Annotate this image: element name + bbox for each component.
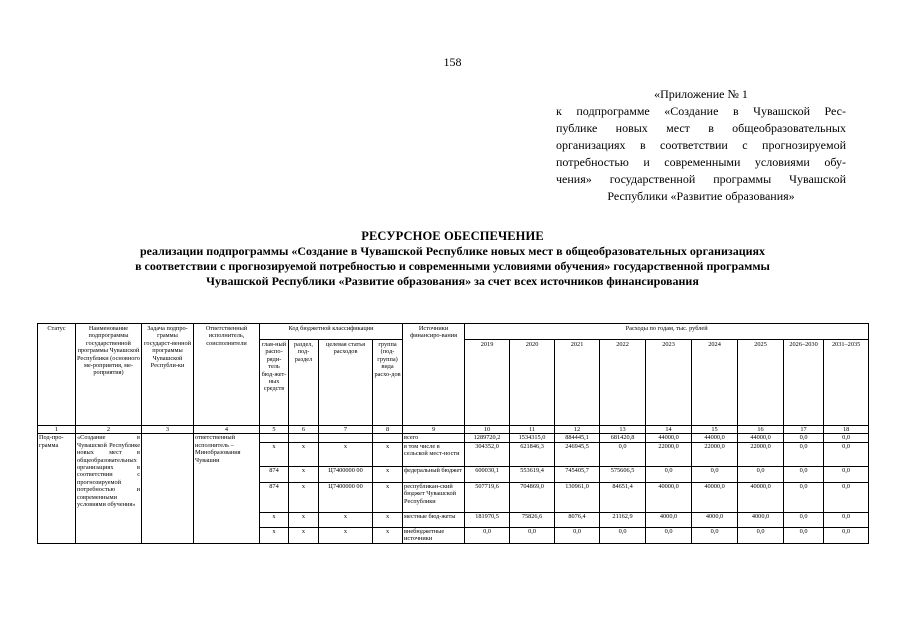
amount-cell: 4000,0 xyxy=(646,512,692,527)
column-number: 1 xyxy=(38,426,76,434)
amount-cell: 681420,8 xyxy=(600,434,646,442)
appendix-line: чения» государственной программы Чувашской xyxy=(556,172,846,186)
amount-cell: 22000,0 xyxy=(692,442,738,466)
header-status: Статус xyxy=(38,324,76,426)
amount-cell: 0,0 xyxy=(784,466,824,482)
header-executor: Ответственный исполнитель, соисполнители xyxy=(194,324,260,426)
amount-cell: 575606,5 xyxy=(600,466,646,482)
amount-cell: 621846,3 xyxy=(510,442,555,466)
column-number: 13 xyxy=(600,426,646,434)
header-budget-code: Код бюджетной классификации xyxy=(260,324,403,340)
amount-cell: 1534315,0 xyxy=(510,434,555,442)
amount-cell: 553619,4 xyxy=(510,466,555,482)
amount-cell: 0,0 xyxy=(738,527,784,543)
header-year: 2031–2035 xyxy=(824,340,869,426)
amount-cell: 84651,4 xyxy=(600,482,646,512)
source-cell: всего xyxy=(403,434,465,442)
amount-cell: 0,0 xyxy=(738,466,784,482)
amount-cell: 304352,0 xyxy=(465,442,510,466)
amount-cell: 21162,9 xyxy=(600,512,646,527)
resource-table xyxy=(37,323,869,544)
group-cell: x xyxy=(373,512,403,527)
grbs-cell: x xyxy=(260,442,289,466)
amount-cell: 181970,5 xyxy=(465,512,510,527)
column-number: 14 xyxy=(646,426,692,434)
column-number: 9 xyxy=(403,426,465,434)
header-expenses: Расходы по годам, тыс. рублей xyxy=(465,324,869,340)
amount-cell: 0,0 xyxy=(784,527,824,543)
target-cell: x xyxy=(319,527,373,543)
amount-cell: 0,0 xyxy=(646,466,692,482)
header-grbs: глав-ный распо-ряди-тель бюд-жет-ных средств xyxy=(260,340,289,426)
header-year: 2025 xyxy=(738,340,784,426)
amount-cell: 75826,6 xyxy=(510,512,555,527)
header-year: 2021 xyxy=(555,340,600,426)
target-cell: x xyxy=(319,512,373,527)
grbs-cell xyxy=(260,434,289,442)
target-cell xyxy=(319,434,373,442)
column-number: 8 xyxy=(373,426,403,434)
status-cell: Под-про-грамма xyxy=(38,434,76,543)
column-number: 5 xyxy=(260,426,289,434)
group-cell: x xyxy=(373,442,403,466)
target-cell: Ц7400000 00 xyxy=(319,466,373,482)
amount-cell: 44000,0 xyxy=(738,434,784,442)
column-number: 16 xyxy=(738,426,784,434)
amount-cell: 0,0 xyxy=(824,434,869,442)
document-title xyxy=(0,229,905,289)
header-year: 2022 xyxy=(600,340,646,426)
column-number: 3 xyxy=(142,426,194,434)
amount-cell: 884445,1 xyxy=(555,434,600,442)
appendix-line: организациях в соответствии с прогнозируемой xyxy=(556,138,846,152)
amount-cell: 0,0 xyxy=(510,527,555,543)
amount-cell: 8076,4 xyxy=(555,512,600,527)
amount-cell: 130961,0 xyxy=(555,482,600,512)
amount-cell: 44000,0 xyxy=(692,434,738,442)
column-numbers-row xyxy=(38,426,869,434)
column-number: 6 xyxy=(289,426,319,434)
amount-cell: 44000,0 xyxy=(646,434,692,442)
group-cell: x xyxy=(373,527,403,543)
task-cell xyxy=(142,434,194,543)
header-year: 2024 xyxy=(692,340,738,426)
title-line: РЕСУРСНОЕ ОБЕСПЕЧЕНИЕ xyxy=(361,229,544,243)
source-cell: в том числе в сельской мест-ности xyxy=(403,442,465,466)
table-body xyxy=(38,434,869,543)
amount-cell: 0,0 xyxy=(784,482,824,512)
amount-cell: 0,0 xyxy=(646,527,692,543)
amount-cell: 507719,6 xyxy=(465,482,510,512)
header-group: группа (под-группа) вида расхо-дов xyxy=(373,340,403,426)
section-cell: x xyxy=(289,442,319,466)
target-cell: x xyxy=(319,442,373,466)
group-cell: x xyxy=(373,482,403,512)
source-cell: местные бюд-жеты xyxy=(403,512,465,527)
program-name-cell: «Создание в Чувашской Республике новых мест в общеобразовательных организациях в соответствии с прогнозируемой потребностью и современными условиями обучения» xyxy=(76,434,142,543)
amount-cell: 0,0 xyxy=(600,527,646,543)
amount-cell: 0,0 xyxy=(824,527,869,543)
appendix-line: «Приложение № 1 xyxy=(654,87,748,101)
column-number: 18 xyxy=(824,426,869,434)
grbs-cell: 874 xyxy=(260,466,289,482)
amount-cell: 0,0 xyxy=(784,442,824,466)
title-line: реализации подпрограммы «Создание в Чувашской Республике новых мест в общеобразовательных организациях xyxy=(139,244,766,258)
page-number: 158 xyxy=(443,55,462,69)
column-number: 10 xyxy=(465,426,510,434)
amount-cell: 1289720,2 xyxy=(465,434,510,442)
column-number: 2 xyxy=(76,426,142,434)
amount-cell: 0,0 xyxy=(824,442,869,466)
group-cell: x xyxy=(373,466,403,482)
amount-cell: 0,0 xyxy=(784,512,824,527)
section-cell: x xyxy=(289,512,319,527)
amount-cell: 0,0 xyxy=(824,512,869,527)
amount-cell: 4000,0 xyxy=(738,512,784,527)
header-sources: Источники финансиро-вания xyxy=(403,324,465,426)
amount-cell: 4000,0 xyxy=(692,512,738,527)
section-cell: x xyxy=(289,482,319,512)
amount-cell: 704869,0 xyxy=(510,482,555,512)
grbs-cell: x xyxy=(260,527,289,543)
title-line: Чувашской Республики «Развитие образования» за счет всех источников финансирования xyxy=(206,274,699,288)
appendix-note xyxy=(556,86,846,205)
amount-cell: 40000,0 xyxy=(738,482,784,512)
header-section: раздел, под-раздел xyxy=(289,340,319,426)
section-cell: x xyxy=(289,527,319,543)
source-cell: внебюджетные источники xyxy=(403,527,465,543)
grbs-cell: x xyxy=(260,512,289,527)
executor-cell: ответственный исполнитель – Минобразования Чувашии xyxy=(194,434,260,543)
title-line: в соответствии с прогнозируемой потребностью и современными условиями обучения» государственной программы xyxy=(135,259,770,273)
group-cell xyxy=(373,434,403,442)
column-number: 17 xyxy=(784,426,824,434)
amount-cell: 40000,0 xyxy=(692,482,738,512)
header-year: 2026–2030 xyxy=(784,340,824,426)
column-number: 7 xyxy=(319,426,373,434)
amount-cell: 0,0 xyxy=(600,442,646,466)
header-year: 2023 xyxy=(646,340,692,426)
target-cell: Ц7400000 00 xyxy=(319,482,373,512)
appendix-line: к подпрограмме «Создание в Чувашской Рес- xyxy=(556,104,846,118)
source-cell: федеральный бюджет xyxy=(403,466,465,482)
header-task: Задача подпро-граммы государст-венной программы Чувашской Республи-ки xyxy=(142,324,194,426)
amount-cell: 246945,5 xyxy=(555,442,600,466)
amount-cell: 0,0 xyxy=(824,466,869,482)
grbs-cell: 874 xyxy=(260,482,289,512)
section-cell: x xyxy=(289,466,319,482)
amount-cell: 600030,1 xyxy=(465,466,510,482)
header-name: Наименование подпрограммы государственной программы Чувашской Республики (основного ме-роприятия, ме-роприятия) xyxy=(76,324,142,426)
amount-cell: 22000,0 xyxy=(738,442,784,466)
amount-cell: 0,0 xyxy=(784,434,824,442)
amount-cell: 0,0 xyxy=(824,482,869,512)
header-year: 2019 xyxy=(465,340,510,426)
header-year: 2020 xyxy=(510,340,555,426)
column-number: 4 xyxy=(194,426,260,434)
amount-cell: 22000,0 xyxy=(646,442,692,466)
amount-cell: 0,0 xyxy=(692,527,738,543)
appendix-line: потребностью и современными условиями обу- xyxy=(556,155,846,169)
amount-cell: 0,0 xyxy=(555,527,600,543)
source-cell: республикан-ский бюджет Чувашской Республики xyxy=(403,482,465,512)
column-number: 15 xyxy=(692,426,738,434)
column-number: 11 xyxy=(510,426,555,434)
amount-cell: 0,0 xyxy=(692,466,738,482)
table-row xyxy=(38,434,869,442)
column-number: 12 xyxy=(555,426,600,434)
amount-cell: 0,0 xyxy=(465,527,510,543)
appendix-line: публике новых мест в общеобразовательных xyxy=(556,121,846,135)
appendix-line: Республики «Развитие образования» xyxy=(607,189,795,203)
amount-cell: 40000,0 xyxy=(646,482,692,512)
section-cell xyxy=(289,434,319,442)
amount-cell: 745405,7 xyxy=(555,466,600,482)
header-target: целевая статья расходов xyxy=(319,340,373,426)
